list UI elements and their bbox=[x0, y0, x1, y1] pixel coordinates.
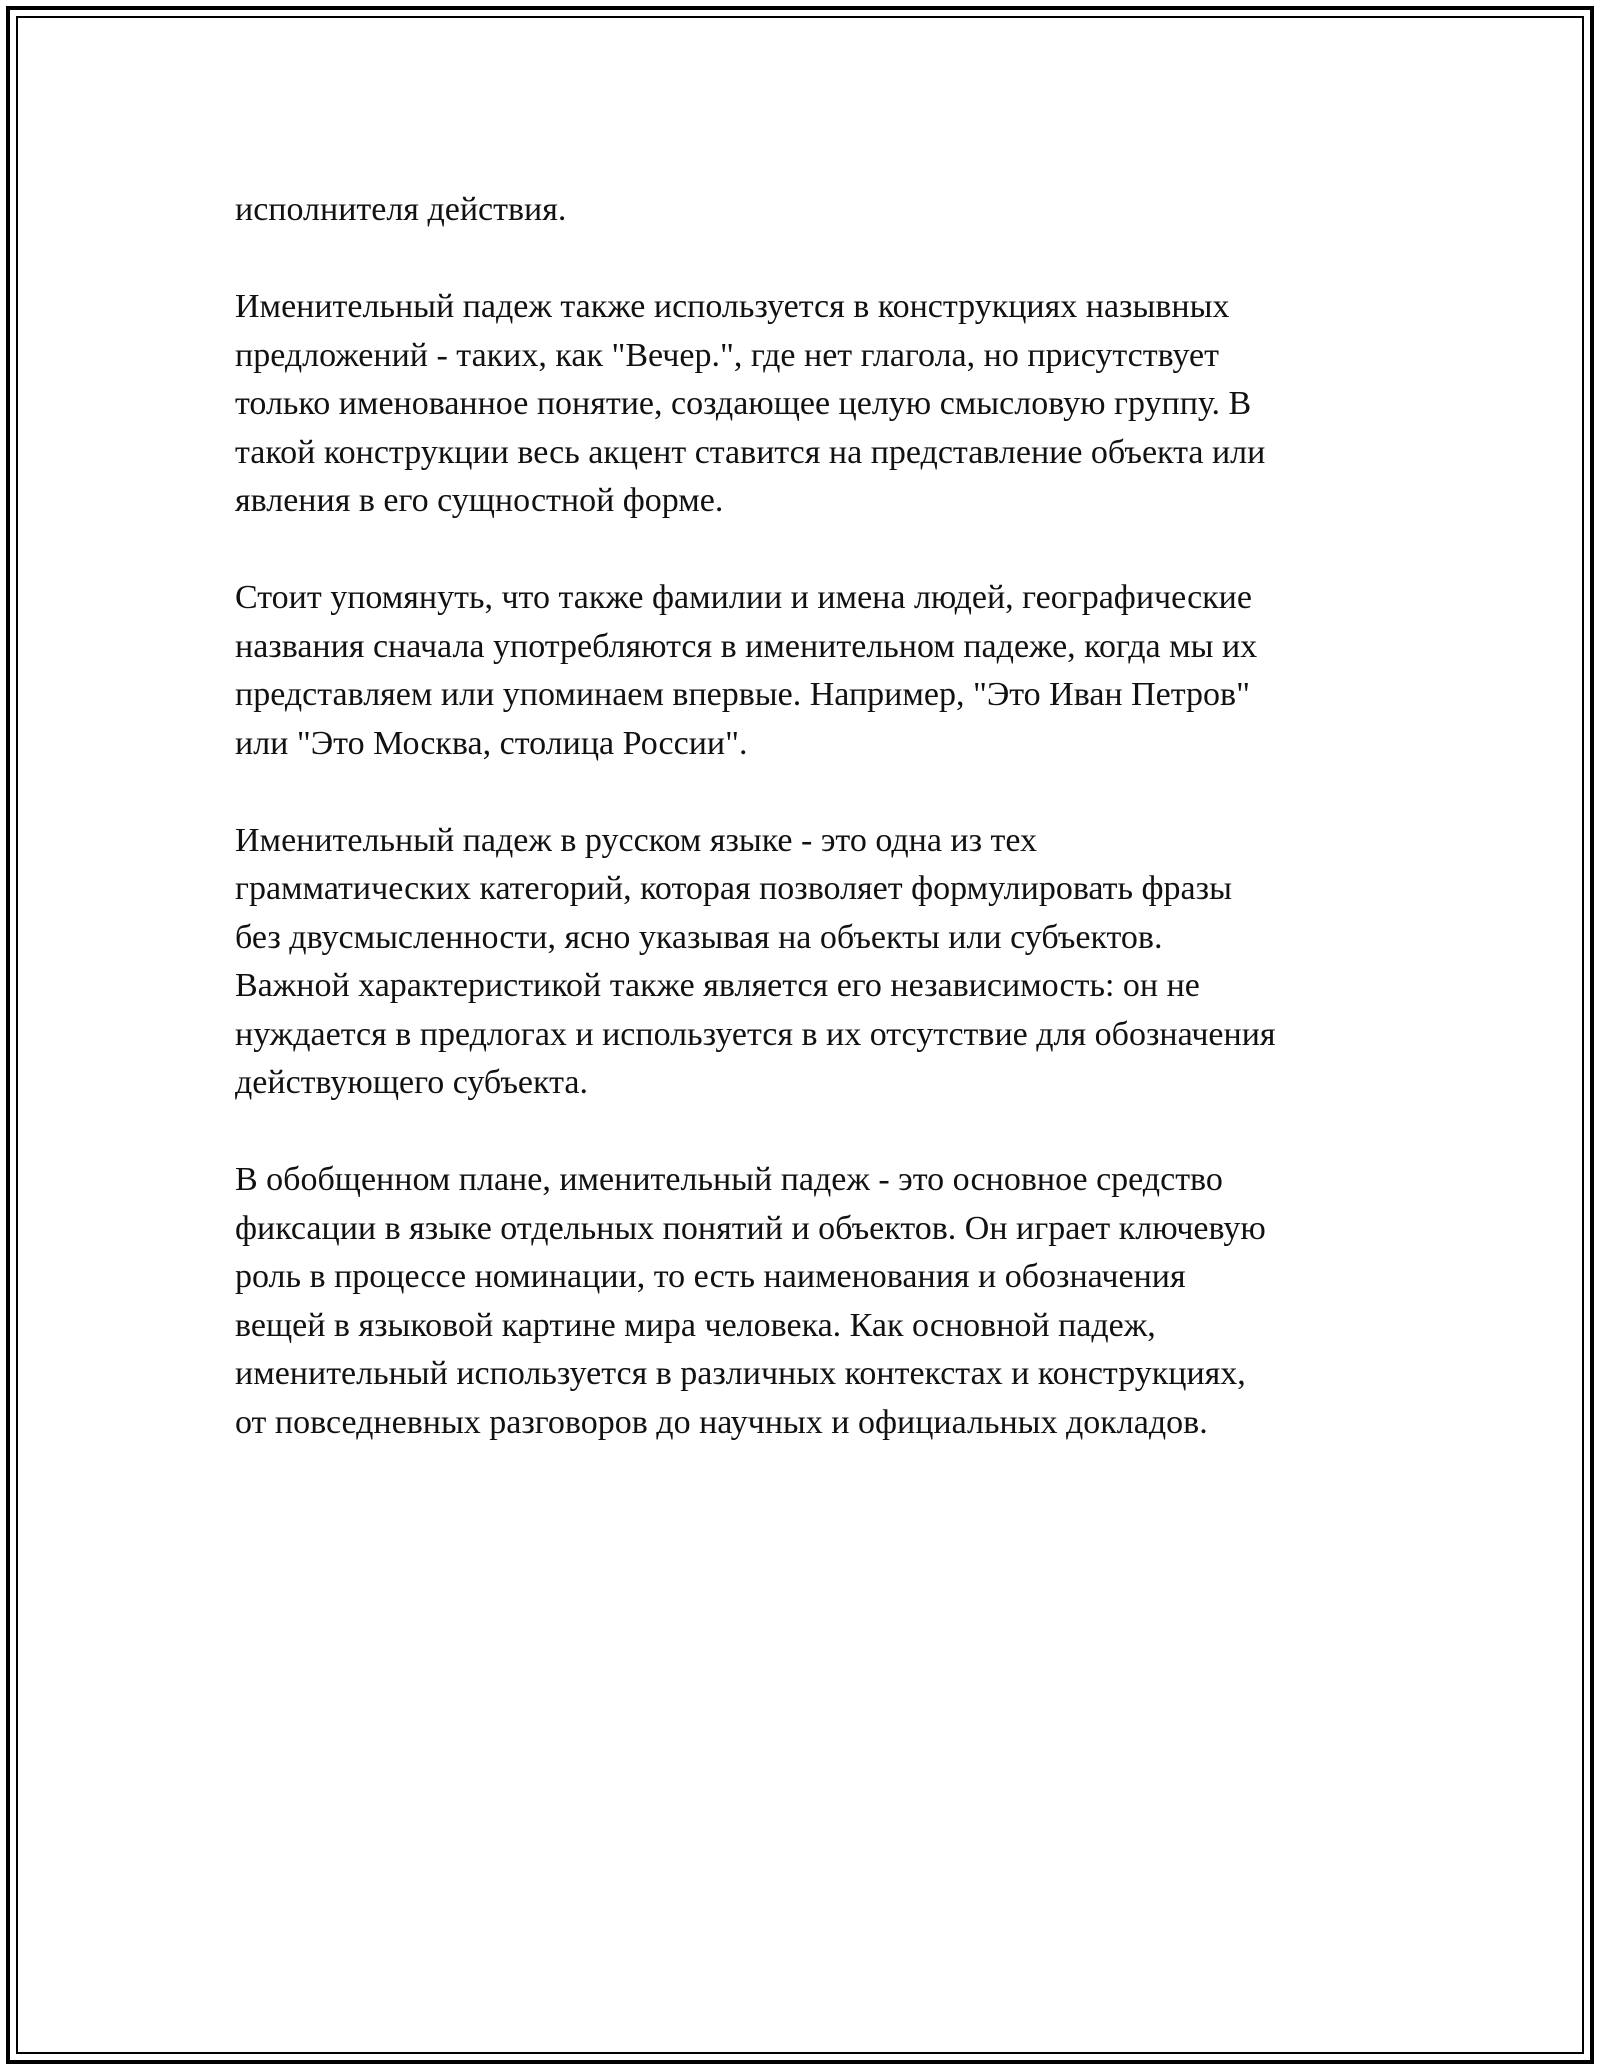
text-line: такой конструкции весь акцент ставится на представление объекта или bbox=[235, 433, 1266, 471]
text-line: именительный используется в различных контекстах и конструкциях, bbox=[235, 1355, 1246, 1392]
text-line: вещей в языковой картине мира человека. Как основной падеж, bbox=[235, 1306, 1156, 1344]
text-line: Именительный падеж в русском языке - это одна из тех bbox=[235, 821, 1038, 859]
text-line: фиксации в языке отдельных понятий и объектов. Он играет ключевую bbox=[235, 1209, 1266, 1247]
text-line: грамматических категорий, которая позволяет формулировать фразы bbox=[235, 870, 1232, 907]
text-line: действующего субъекта. bbox=[235, 1064, 588, 1101]
document-body bbox=[235, 186, 1395, 1496]
text-line: представляем или упоминаем впервые. Например, "Это Иван Петров" bbox=[235, 676, 1250, 713]
text-line: или "Это Москва, столица России". bbox=[235, 724, 748, 762]
text-line: названия сначала употребляются в именительном падеже, когда мы их bbox=[235, 627, 1258, 665]
text-line: нуждается в предлогах и используется в их отсутствие для обозначения bbox=[235, 1015, 1276, 1053]
text-line: предложений - таких, как "Вечер.", где нет глагола, но присутствует bbox=[235, 336, 1219, 374]
text-line: В обобщенном плане, именительный падеж - это основное средство bbox=[235, 1161, 1223, 1198]
paragraph-1 bbox=[235, 186, 1395, 235]
text-line: Важной характеристикой также является его независимость: он не bbox=[235, 967, 1200, 1004]
text-line: без двусмысленности, ясно указывая на объекты или субъектов. bbox=[235, 918, 1163, 956]
paragraph-4 bbox=[235, 817, 1395, 1108]
text-line: Именительный падеж также используется в конструкциях назывных bbox=[235, 288, 1230, 325]
text-line: исполнителя действия. bbox=[235, 191, 567, 228]
paragraph-2 bbox=[235, 283, 1395, 526]
text-line: роль в процессе номинации, то есть наименования и обозначения bbox=[235, 1258, 1186, 1295]
paragraph-5 bbox=[235, 1156, 1395, 1447]
text-line: явления в его сущностной форме. bbox=[235, 482, 724, 519]
paragraph-3 bbox=[235, 574, 1395, 768]
text-line: от повседневных разговоров до научных и официальных докладов. bbox=[235, 1403, 1208, 1441]
text-line: Стоит упомянуть, что также фамилии и имена людей, географические bbox=[235, 579, 1252, 616]
text-line: только именованное понятие, создающее целую смысловую группу. В bbox=[235, 385, 1252, 422]
